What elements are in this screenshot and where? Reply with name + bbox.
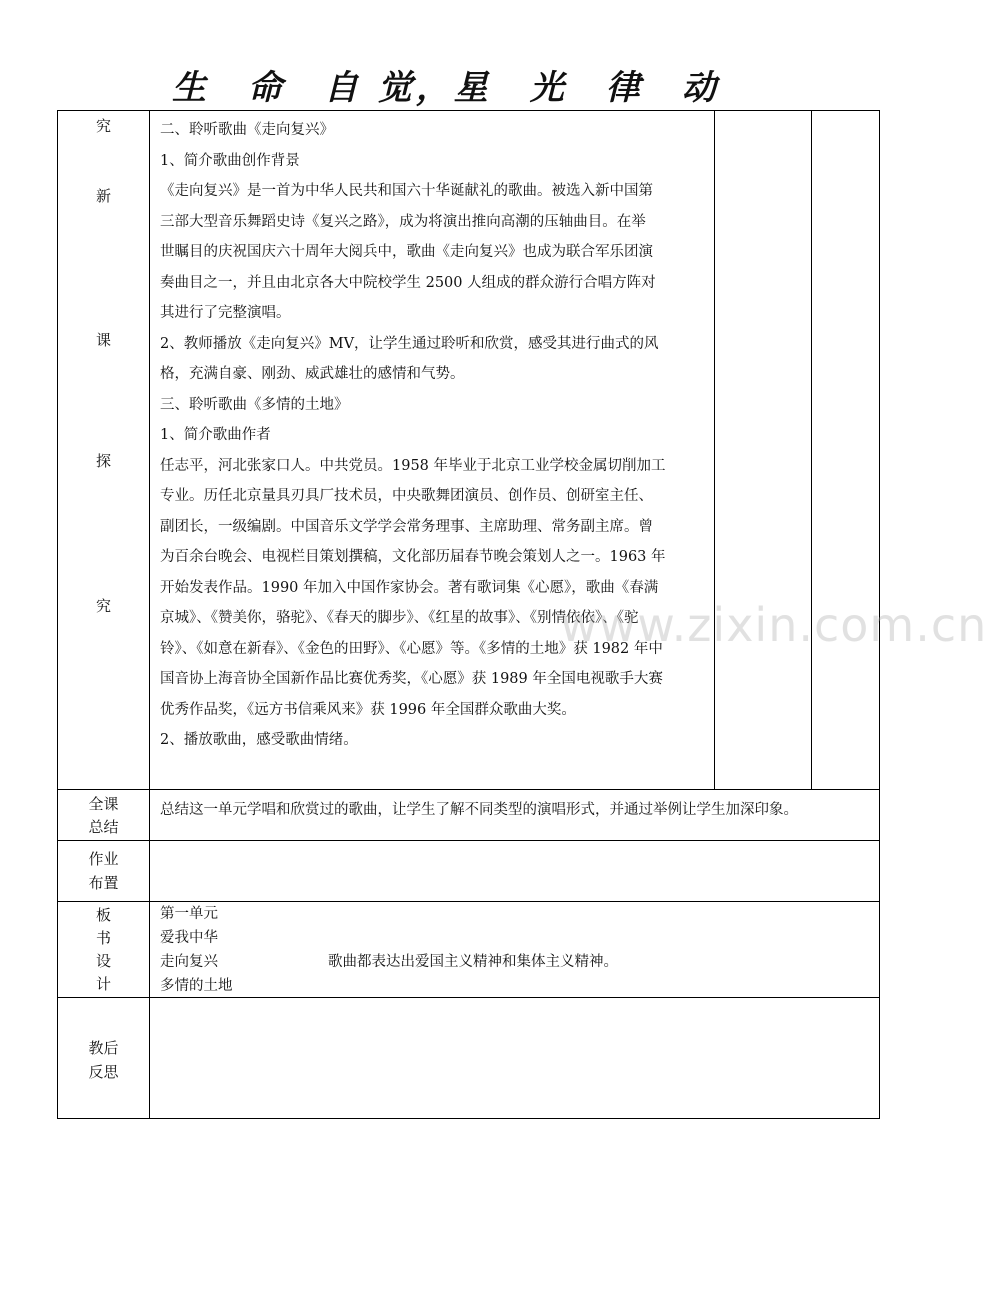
study-line: 京城》、《赞美你，骆驼》、《春天的脚步》、《红星的故事》、《别情依依》、《驼 [160, 610, 639, 626]
board-item: 多情的土地 [160, 978, 233, 994]
reflection-label-line: 教后 [88, 1039, 119, 1057]
study-line: 格，充满自豪、刚劲、威武雄壮的感情和气势。 [160, 366, 465, 382]
study-line: 《走向复兴》是一首为中华人民共和国六十华诞献礼的歌曲。被选入新中国第 [160, 183, 653, 199]
board-label-char: 设 [95, 952, 111, 970]
study-line: 2、播放歌曲，感受歌曲情绪。 [160, 732, 358, 748]
study-label-char: 究 [95, 117, 111, 135]
study-line: 铃》、《如意在新春》、《金色的田野》、《心愿》等。《多情的土地》获 1982 年中 [160, 640, 663, 657]
page-title: 生 命 自 觉，星 光 律 动 [172, 68, 720, 108]
summary-text: 总结这一单元学唱和欣赏过的歌曲，让学生了解不同类型的演唱形式，并通过举例让学生加深印象。 [160, 802, 798, 818]
study-label-char: 课 [95, 331, 111, 349]
homework-label-line: 作业 [88, 850, 119, 868]
study-line: 三部大型音乐舞蹈史诗《复兴之路》，成为将演出推向高潮的压轴曲目。在举 [160, 213, 646, 230]
study-line: 任志平，河北张家口人。中共党员。1958 年毕业于北京工业学校金属切削加工 [160, 457, 666, 474]
reflection-label-line: 反思 [88, 1063, 119, 1081]
study-line: 世瞩目的庆祝国庆六十周年大阅兵中，歌曲《走向复兴》也成为联合军乐团演 [160, 244, 653, 260]
homework-label-line: 布置 [88, 874, 119, 892]
study-line: 优秀作品奖，《远方书信乘风来》获 1996 年全国群众歌曲大奖。 [160, 701, 576, 718]
study-line: 为百余台晚会、电视栏目策划撰稿，文化部历届春节晚会策划人之一。1963 年 [160, 549, 666, 565]
study-label-char: 究 [95, 597, 111, 615]
board-item: 走向复兴 [160, 954, 218, 970]
study-line: 国音协上海音协全国新作品比赛优秀奖，《心愿》获 1989 年全国电视歌手大赛 [160, 671, 663, 687]
study-line: 三、聆听歌曲《多情的土地》 [160, 396, 349, 413]
study-line: 奏曲目之一，并且由北京各大中院校学生 2500 人组成的群众游行合唱方阵对 [160, 274, 656, 291]
board-item: 第一单元 [160, 906, 218, 922]
study-line: 二、聆听歌曲《走向复兴》 [160, 122, 334, 138]
board-item: 爱我中华 [160, 930, 218, 946]
study-line: 专业。历任北京量具刃具厂技术员，中央歌舞团演员、创作员、创研室主任、 [160, 488, 653, 504]
summary-label-line: 总结 [88, 818, 119, 836]
study-line: 1、简介歌曲作者 [160, 427, 271, 443]
study-label-char: 探 [95, 452, 111, 470]
board-label-char: 板 [95, 906, 111, 924]
study-line: 其进行了完整演唱。 [160, 305, 291, 321]
board-label-char: 书 [95, 929, 111, 947]
study-line: 1、简介歌曲创作背景 [160, 152, 300, 169]
study-line: 2、教师播放《走向复兴》MV，让学生通过聆听和欣赏，感受其进行曲式的风 [160, 335, 659, 352]
study-label-char: 新 [95, 187, 111, 205]
board-label-char: 计 [95, 975, 111, 993]
watermark: www.zixin.com.cn [560, 598, 987, 652]
board-note: 歌曲都表达出爱国主义精神和集体主义精神。 [328, 954, 618, 970]
study-line: 开始发表作品。1990 年加入中国作家协会。著有歌词集《心愿》，歌曲《春满 [160, 579, 659, 596]
summary-label-line: 全课 [88, 795, 119, 813]
study-line: 副团长，一级编剧。中国音乐文学学会常务理事、主席助理、常务副主席。曾 [160, 518, 653, 535]
